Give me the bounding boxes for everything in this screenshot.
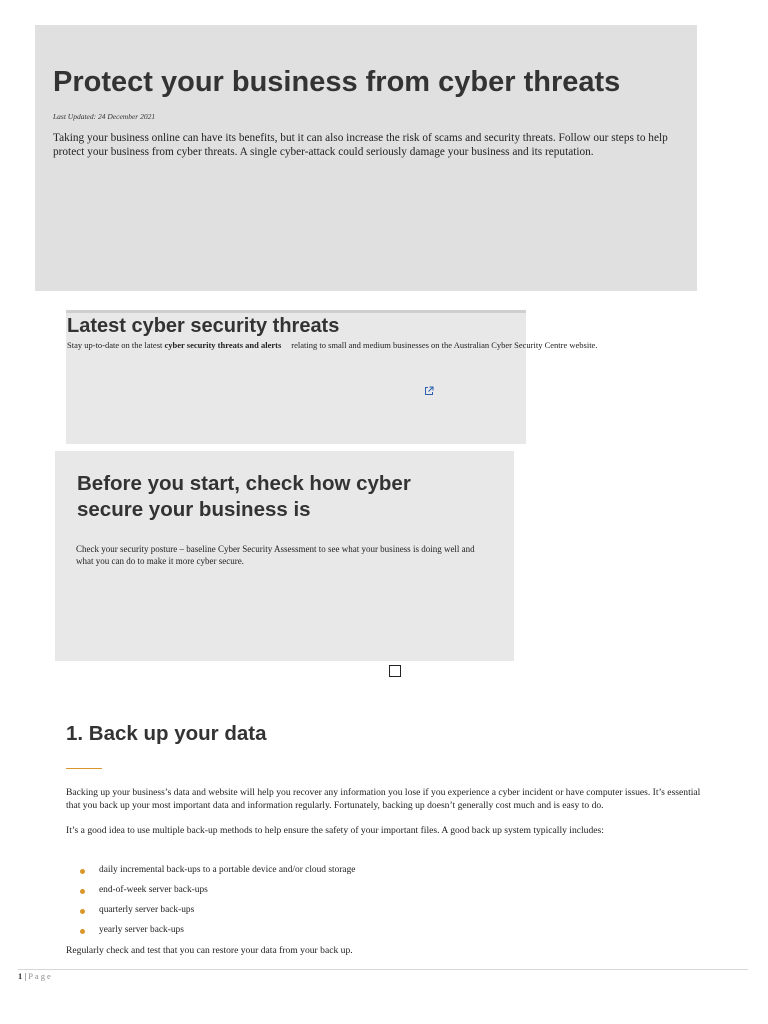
footer-separator: | bbox=[22, 971, 29, 981]
checkbox[interactable] bbox=[389, 665, 401, 677]
accent-divider bbox=[66, 768, 102, 769]
page-footer bbox=[18, 971, 53, 981]
page-title: Protect your business from cyber threats bbox=[53, 66, 621, 98]
intro-paragraph: Taking your business online can have its benefits, but it can also increase the risk of scams and security threats. Follow our steps to help protect your business from cyber threats. A single cyber-attack could seriously damage your business and its reputation. bbox=[53, 132, 668, 158]
page-label: Page bbox=[28, 971, 53, 981]
list-item-text: end-of-week server back-ups bbox=[99, 885, 208, 895]
bullet-dot-icon bbox=[80, 869, 85, 874]
threats-alerts-link[interactable]: cyber security threats and alerts bbox=[164, 340, 282, 350]
backup-list bbox=[77, 864, 355, 944]
list-item-text: quarterly server back-ups bbox=[99, 905, 195, 915]
list-item bbox=[77, 904, 355, 924]
latest-threats-text bbox=[67, 340, 597, 350]
list-item bbox=[77, 884, 355, 904]
last-updated: Last Updated: 24 December 2021 bbox=[53, 112, 156, 121]
latest-threats-panel bbox=[66, 310, 598, 444]
list-item bbox=[77, 924, 355, 944]
backup-paragraph-3: Regularly check and test that you can restore your data from your back up. bbox=[66, 945, 353, 956]
security-check-body: Check your security posture – baseline Cyber Security Assessment to see what your business is doing well and what you can do to make it more cyber secure. bbox=[76, 544, 475, 566]
list-item-text: yearly server back-ups bbox=[99, 925, 184, 935]
latest-threats-heading: Latest cyber security threats bbox=[67, 315, 340, 337]
footer-divider bbox=[18, 969, 748, 970]
threats-text-after: relating to small and medium businesses on the Australian Cyber Security Centre website. bbox=[291, 340, 598, 350]
security-check-heading: Before you start, check how cyber secure your business is bbox=[77, 472, 411, 521]
backup-paragraph-1: Backing up your business’s data and website will help you recover any information you lose if you experience a cyber incident or have computer issues. It’s essential that you back up your most important data and information regularly. Fortunately, backing up doesn’t generally cost much and is easy to do. bbox=[66, 787, 701, 811]
threats-text-before: Stay up-to-date on the latest bbox=[67, 340, 165, 350]
page-number: 1 bbox=[18, 971, 23, 981]
bullet-dot-icon bbox=[80, 889, 85, 894]
section-backup-title: 1. Back up your data bbox=[66, 722, 267, 745]
list-item-text: daily incremental back-ups to a portable device and/or cloud storage bbox=[99, 865, 356, 875]
security-check-panel bbox=[55, 451, 514, 661]
bullet-dot-icon bbox=[80, 909, 85, 914]
external-link-icon[interactable] bbox=[424, 386, 434, 396]
bullet-dot-icon bbox=[80, 929, 85, 934]
list-item bbox=[77, 864, 355, 884]
hero-banner bbox=[35, 25, 697, 291]
backup-paragraph-2: It’s a good idea to use multiple back-up methods to help ensure the safety of your important files. A good back up system typically includes: bbox=[66, 825, 604, 836]
